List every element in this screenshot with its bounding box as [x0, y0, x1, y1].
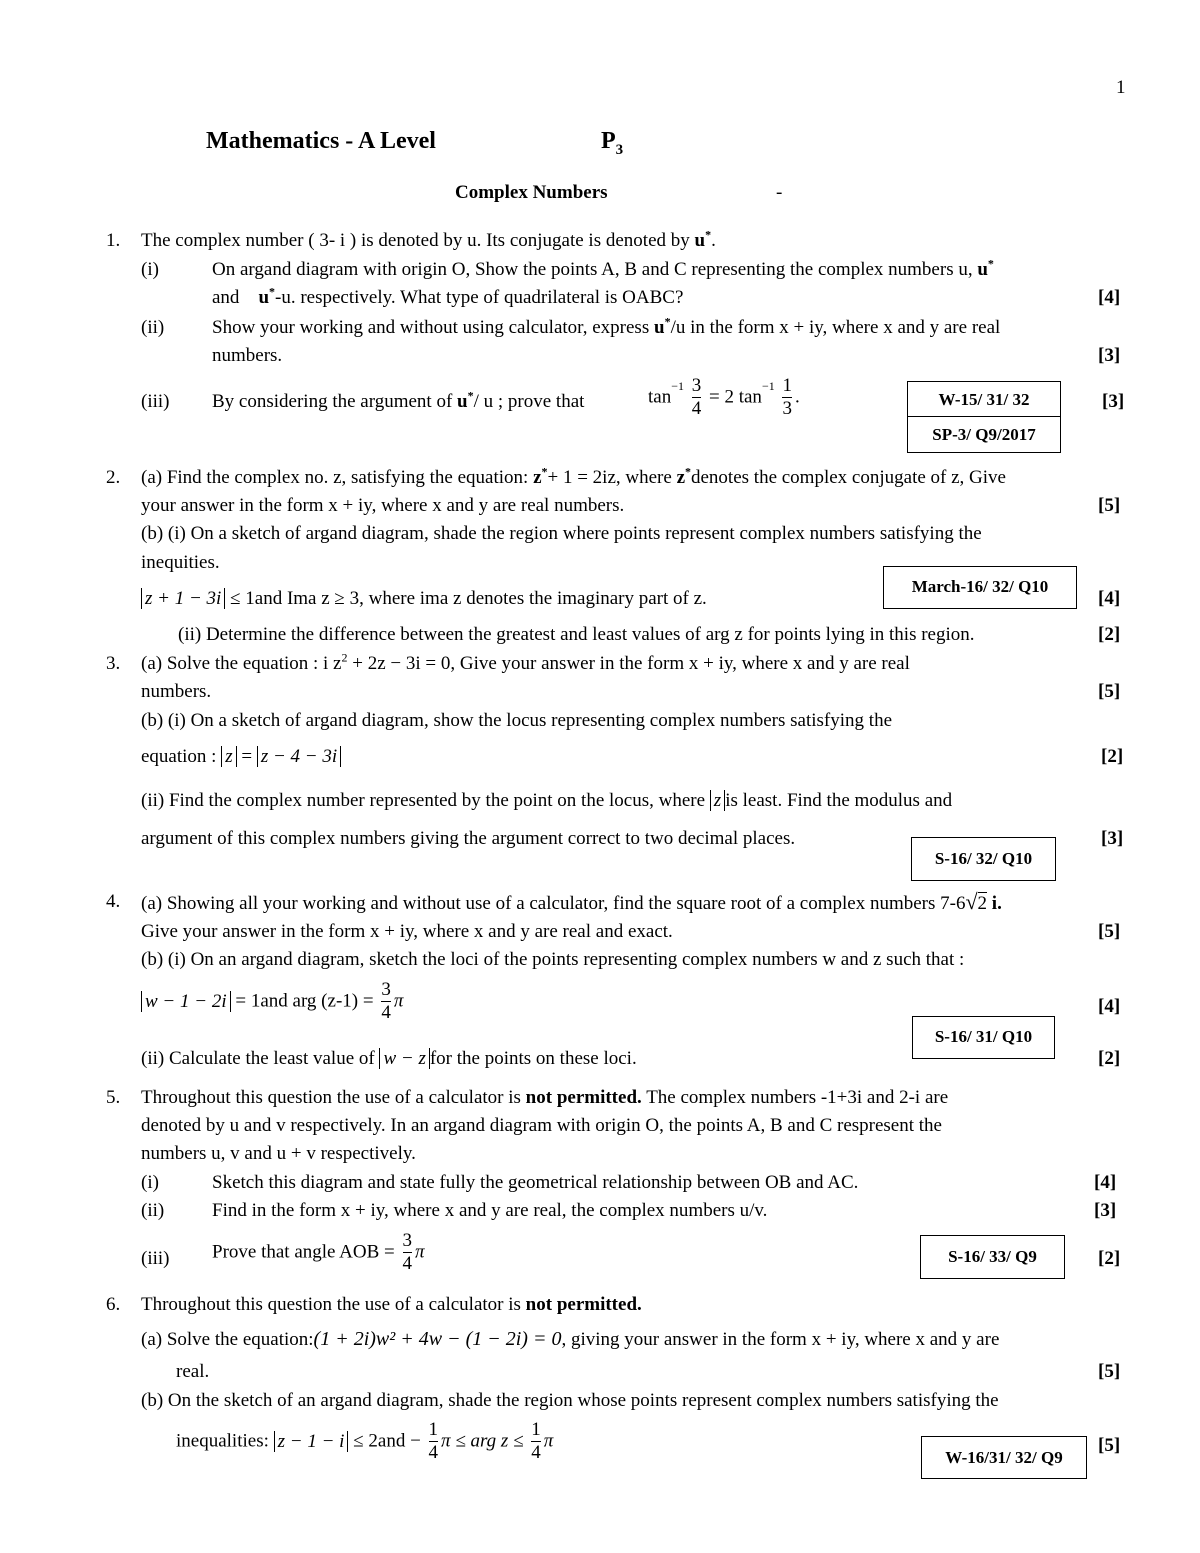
q2-b-line2: inequities.	[141, 552, 220, 573]
q5-iii-label: (iii)	[141, 1248, 170, 1269]
q5-i-label: (i)	[141, 1172, 159, 1193]
q4-a-marks: [5]	[1098, 921, 1121, 942]
q6-line1: Throughout this question the use of a calculator is not permitted.	[141, 1294, 642, 1315]
q3-number: 3.	[106, 653, 121, 674]
q1-ii-line2: numbers.	[212, 345, 283, 366]
q6-b-line2: inequalities: z − 1 − i ≤ 2and − $\frac{1}{4}$ π ≤ arg z ≤ $\frac{1}{4}$ π	[176, 1419, 554, 1463]
q6-number: 6.	[106, 1294, 121, 1315]
q3-ii-line1: (ii) Find the complex number represented by the point on the locus, where z is least. Find the modulus and	[141, 790, 953, 811]
page-number: 1	[1116, 77, 1126, 98]
q1-iii-marks: [3]	[1102, 391, 1125, 412]
q5-ref-box: S-16/ 33/ Q9	[920, 1235, 1065, 1279]
q4-a-line2: Give your answer in the form x + iy, where x and y are real and exact.	[141, 921, 673, 942]
q6-b-marks: [5]	[1098, 1435, 1121, 1456]
q5-line1: Throughout this question the use of a calculator is not permitted. The complex numbers -1+3i and 2-i are	[141, 1087, 949, 1108]
q5-i-text: Sketch this diagram and state fully the geometrical relationship between OB and AC.	[212, 1172, 859, 1193]
q3-b-marks: [2]	[1101, 746, 1124, 767]
q1-iii-label: (iii)	[141, 391, 170, 412]
q4-b-equation: w − 1 − 2i = 1and arg (z-1) = $\frac{3}{4}$ π	[141, 979, 403, 1024]
fraction-1-4: $\frac{1}{4}$	[531, 1419, 541, 1463]
header-dash: -	[776, 182, 783, 203]
q6-a-line1: (a) Solve the equation:(1 + 2i)w² + 4w − (1 − 2i) = 0, giving your answer in the form x + iy, where x and y are	[141, 1328, 1000, 1350]
q2-ii-line: (ii) Determine the difference between the greatest and least values of arg z for points lying in this region.	[178, 624, 975, 645]
q6-b-line1: (b) On the sketch of an argand diagram, shade the region whose points represent complex numbers satisfying the	[141, 1390, 999, 1411]
q2-ref-box: March-16/ 32/ Q10	[883, 566, 1077, 609]
q6-a-line2: real.	[176, 1361, 210, 1382]
q5-number: 5.	[106, 1087, 121, 1108]
q4-ii-line: (ii) Calculate the least value of w − z for the points on these loci.	[141, 1048, 637, 1069]
q1-ref-box-2: SP-3/ Q9/2017	[907, 416, 1061, 453]
fraction-1-4: $\frac{1}{4}$	[428, 1419, 439, 1463]
q3-ii-marks: [3]	[1101, 828, 1124, 849]
q2-b-marks: [4]	[1098, 588, 1121, 609]
q1-i-marks: [4]	[1098, 287, 1121, 308]
q3-a-marks: [5]	[1098, 681, 1121, 702]
q1-ii-line1: Show your working and without using calculator, express u*/u in the form x + iy, where x and y are real	[212, 314, 1001, 338]
q5-line2: denoted by u and v respectively. In an argand diagram with origin O, the points A, B and C respresent the	[141, 1115, 942, 1136]
topic-heading: Complex Numbers	[455, 182, 608, 203]
q1-number: 1.	[106, 230, 121, 251]
q1-ii-marks: [3]	[1098, 345, 1121, 366]
fraction-1-3: $\frac{1}{3}$	[782, 375, 792, 419]
q3-ref-box: S-16/ 32/ Q10	[911, 837, 1056, 881]
q4-b-marks: [4]	[1098, 996, 1121, 1017]
q1-i-line1: On argand diagram with origin O, Show the points A, B and C representing the complex numbers u, u*	[212, 256, 994, 280]
q3-a-line2: numbers.	[141, 681, 212, 702]
q4-a-line1: (a) Showing all your working and without use of a calculator, find the square root of a complex numbers 7-6√2 i.	[141, 889, 1002, 914]
q5-ii-marks: [3]	[1094, 1200, 1117, 1221]
q2-ii-marks: [2]	[1098, 624, 1121, 645]
q5-ii-label: (ii)	[141, 1200, 165, 1221]
q6-a-marks: [5]	[1098, 1361, 1121, 1382]
page-title: Mathematics - A Level	[206, 128, 436, 154]
q2-number: 2.	[106, 467, 121, 488]
fraction-3-4: $\frac{3}{4}$	[691, 375, 702, 419]
paper-code: $P_3$	[601, 128, 624, 158]
q2-b-line3: z + 1 − 3i ≤ 1and Ima z ≥ 3, where ima z denotes the imaginary part of z.	[141, 587, 707, 611]
q1-stem: The complex number ( 3- i ) is denoted by u. Its conjugate is denoted by u*.	[141, 227, 716, 251]
q1-ii-label: (ii)	[141, 317, 165, 338]
q5-ii-text: Find in the form x + iy, where x and y are real, the complex numbers u/v.	[212, 1200, 768, 1221]
q1-i-label: (i)	[141, 259, 159, 280]
q4-number: 4.	[106, 891, 121, 912]
q1-ref-box-1: W-15/ 31/ 32	[907, 381, 1061, 417]
q4-b-line1: (b) (i) On an argand diagram, sketch the loci of the points representing complex numbers w and z such that :	[141, 949, 965, 970]
q4-ref-box: S-16/ 31/ Q10	[912, 1016, 1055, 1059]
q1-iii-equation: $\tan^{-1}$ $\frac{3}{4}$ = 2 $\tan^{-1}$ $\frac{1}{3}$ .	[648, 375, 800, 419]
q6-ref-box: W-16/31/ 32/ Q9	[921, 1436, 1087, 1479]
q2-b-line1: (b) (i) On a sketch of argand diagram, shade the region where points represent complex numbers satisfying the	[141, 523, 982, 544]
q3-b-line2: equation : z = z − 4 − 3i	[141, 745, 341, 769]
q5-iii-marks: [2]	[1098, 1248, 1121, 1269]
q2-a-line2: your answer in the form x + iy, where x and y are real numbers.	[141, 495, 625, 516]
q3-ii-line2: argument of this complex numbers giving the argument correct to two decimal places.	[141, 828, 796, 849]
q1-i-line2: and u*-u. respectively. What type of quadrilateral is OABC?	[212, 284, 684, 308]
q5-i-marks: [4]	[1094, 1172, 1117, 1193]
q3-a-line1: (a) Solve the equation : i $z^2 + 2z - 3i = 0$, Give your answer in the form x + iy, where x and y are real	[141, 650, 910, 674]
fraction-3-4: $\frac{3}{4}$	[402, 1230, 412, 1274]
q5-line3: numbers u, v and u + v respectively.	[141, 1143, 416, 1164]
q5-iii-text: Prove that angle AOB = $\frac{3}{4}$ π	[212, 1230, 425, 1274]
fraction-3-4: $\frac{3}{4}$	[381, 979, 391, 1023]
q1-iii-text: By considering the argument of u*/ u ; prove that	[212, 388, 585, 412]
q3-b-line1: (b) (i) On a sketch of argand diagram, show the locus representing complex numbers satisfying the	[141, 710, 893, 731]
q2-a-line1: (a) Find the complex no. z, satisfying the equation: z*+ 1 = 2iz, where z*denotes the complex conjugate of z, Give	[141, 464, 1006, 488]
q2-a-marks: [5]	[1098, 495, 1121, 516]
q4-ii-marks: [2]	[1098, 1048, 1121, 1069]
